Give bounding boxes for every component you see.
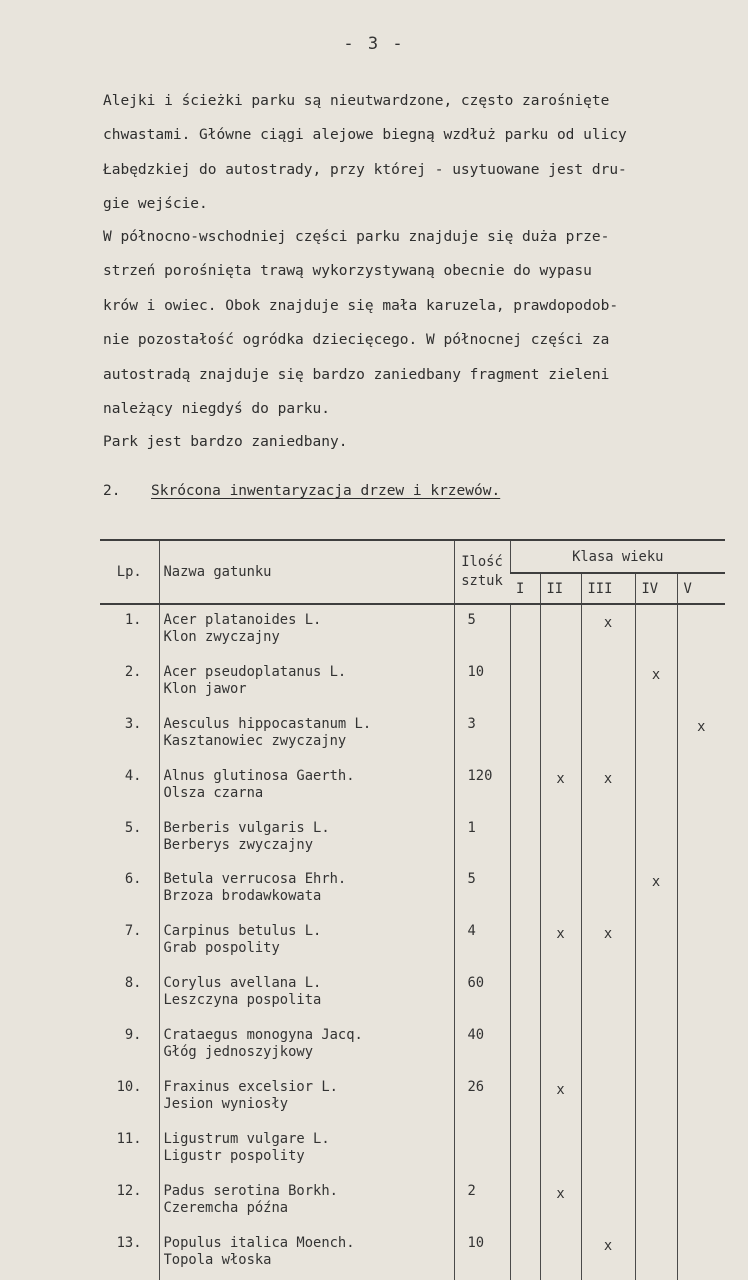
text-line: Łabędzkiej do autostrady, przy której - usytuowane jest dru- (103, 161, 627, 178)
section-title: Skrócona inwentaryzacja drzew i krzewów. (151, 483, 501, 499)
cell-age-class-1 (510, 813, 540, 865)
header-age-class: Klasa wieku (510, 540, 725, 573)
cell-age-class-2: x (540, 1072, 581, 1124)
cell-age-class-5 (677, 916, 725, 968)
cell-species (159, 813, 454, 865)
table-row (100, 813, 725, 865)
cell-age-class-4 (635, 1124, 677, 1176)
cell-species (159, 968, 454, 1020)
cell-age-class-3 (581, 657, 635, 709)
table-row (100, 1020, 725, 1072)
cell-age-class-5: x (677, 709, 725, 761)
cell-quantity: 60 (454, 968, 510, 1020)
cell-age-class-1 (510, 1020, 540, 1072)
species-polish-name: Brzoza brodawkowata (163, 888, 322, 905)
species-latin-name: Acer platanoides L. (163, 612, 322, 628)
cell-age-class-4 (635, 604, 677, 657)
text-line: nie pozostałość ogródka dziecięcego. W północnej części za (103, 332, 610, 349)
cell-age-class-4 (635, 813, 677, 865)
cell-age-class-4: x (635, 864, 677, 916)
cell-lp: 3. (124, 715, 142, 732)
cell-age-class-3 (581, 709, 635, 761)
cell-species (159, 1124, 454, 1176)
species-latin-name: Ligustrum vulgare L. (163, 1130, 330, 1147)
paragraph-summary (103, 425, 703, 459)
cell-age-class-3: x (581, 1228, 635, 1280)
table-row (100, 761, 725, 813)
cell-age-class-2 (540, 813, 581, 865)
paragraph-north-east (103, 220, 703, 426)
cell-species (159, 1176, 454, 1228)
cell-age-class-2 (540, 1124, 581, 1176)
cell-species (159, 657, 454, 709)
table-row (100, 864, 725, 916)
table-row (100, 1072, 725, 1124)
header-class-iii: III (581, 573, 635, 604)
cell-quantity: 10 (454, 1228, 510, 1280)
cell-age-class-2 (540, 709, 581, 761)
cell-age-class-2: x (540, 761, 581, 813)
cell-lp: 13. (116, 1234, 142, 1251)
cell-age-class-4 (635, 916, 677, 968)
cell-age-class-5 (677, 761, 725, 813)
cell-species (159, 709, 454, 761)
species-polish-name: Jesion wyniosły (163, 1096, 289, 1113)
cell-age-class-2: x (540, 916, 581, 968)
cell-age-class-2 (540, 1020, 581, 1072)
header-class-v: V (677, 573, 725, 604)
cell-lp: 1. (124, 612, 142, 628)
cell-age-class-1 (510, 709, 540, 761)
species-polish-name: Klon jawor (163, 680, 247, 697)
header-quantity (454, 540, 510, 604)
header-class-i: I (510, 573, 540, 604)
cell-species (159, 604, 454, 657)
cell-lp: 2. (124, 663, 142, 680)
cell-age-class-1 (510, 1124, 540, 1176)
species-latin-name: Crataegus monogyna Jacq. (163, 1027, 363, 1044)
species-latin-name: Aesculus hippocastanum L. (163, 715, 372, 732)
species-latin-name: Populus italica Moench. (163, 1234, 355, 1251)
section-number: 2. (103, 483, 121, 499)
header-lp: Lp. (100, 540, 159, 604)
cell-age-class-5 (677, 1228, 725, 1280)
text-line: W północno-wschodniej części parku znajduje się duża prze- (103, 229, 610, 245)
cell-age-class-4 (635, 761, 677, 813)
cell-age-class-1 (510, 864, 540, 916)
table-row (100, 916, 725, 968)
cell-age-class-4: x (635, 657, 677, 709)
text-line: strzeń porośnięta trawą wykorzystywaną obecnie do wypasu (103, 263, 592, 280)
table-row (100, 1228, 725, 1280)
species-polish-name: Ligustr pospolity (163, 1147, 305, 1164)
cell-age-class-2 (540, 604, 581, 657)
cell-age-class-1 (510, 1176, 540, 1228)
cell-age-class-5 (677, 1124, 725, 1176)
cell-species (159, 1228, 454, 1280)
cell-age-class-2 (540, 657, 581, 709)
species-polish-name: Głóg jednoszyjkowy (163, 1044, 314, 1061)
cell-quantity (454, 1124, 510, 1176)
header-species-name: Nazwa gatunku (159, 540, 454, 604)
species-polish-name: Grab pospolity (163, 940, 280, 957)
text-line: należący niegdyś do parku. (103, 401, 330, 418)
cell-quantity: 2 (454, 1176, 510, 1228)
cell-age-class-5 (677, 813, 725, 865)
cell-lp: 7. (124, 923, 142, 940)
cell-species (159, 761, 454, 813)
cell-quantity: 120 (454, 761, 510, 813)
species-polish-name: Klon zwyczajny (163, 629, 280, 645)
cell-lp: 12. (116, 1182, 142, 1199)
cell-age-class-5 (677, 604, 725, 657)
header-quantity-line2: sztuk (461, 573, 503, 589)
cell-species (159, 864, 454, 916)
cell-quantity: 26 (454, 1072, 510, 1124)
cell-age-class-5 (677, 1072, 725, 1124)
cell-species (159, 1020, 454, 1072)
cell-age-class-5 (677, 968, 725, 1020)
species-polish-name: Czeremcha późna (163, 1199, 289, 1216)
cell-age-class-1 (510, 761, 540, 813)
cell-quantity: 40 (454, 1020, 510, 1072)
cell-age-class-1 (510, 968, 540, 1020)
table-row (100, 657, 725, 709)
section-heading (103, 483, 500, 499)
table-row (100, 709, 725, 761)
cell-lp: 10. (116, 1079, 142, 1096)
cell-age-class-5 (677, 1020, 725, 1072)
cell-age-class-5 (677, 657, 725, 709)
species-latin-name: Carpinus betulus L. (163, 923, 322, 940)
species-latin-name: Padus serotina Borkh. (163, 1182, 338, 1199)
cell-lp: 5. (124, 819, 142, 836)
text-line: Alejki i ścieżki parku są nieutwardzone, często zarośnięte (103, 93, 610, 109)
species-latin-name: Fraxinus excelsior L. (163, 1079, 338, 1096)
cell-age-class-2 (540, 968, 581, 1020)
species-latin-name: Corylus avellana L. (163, 975, 322, 992)
cell-age-class-1 (510, 1072, 540, 1124)
cell-age-class-3 (581, 968, 635, 1020)
species-latin-name: Alnus glutinosa Gaerth. (163, 767, 355, 784)
cell-age-class-1 (510, 916, 540, 968)
paragraph-paths (103, 84, 703, 222)
cell-age-class-3 (581, 1124, 635, 1176)
cell-age-class-4 (635, 709, 677, 761)
species-latin-name: Acer pseudoplatanus L. (163, 663, 347, 680)
table-row (100, 1124, 725, 1176)
cell-age-class-2 (540, 864, 581, 916)
cell-age-class-3 (581, 813, 635, 865)
cell-age-class-1 (510, 657, 540, 709)
cell-quantity: 5 (454, 864, 510, 916)
cell-species (159, 1072, 454, 1124)
cell-lp: 11. (116, 1130, 142, 1147)
text-line: gie wejście. (103, 196, 208, 213)
cell-age-class-4 (635, 1072, 677, 1124)
cell-age-class-3: x (581, 761, 635, 813)
cell-quantity: 5 (454, 604, 510, 657)
cell-age-class-3: x (581, 916, 635, 968)
header-class-iv: IV (635, 573, 677, 604)
cell-lp: 4. (124, 767, 142, 784)
header-quantity-line1: Ilość (461, 554, 503, 570)
inventory-table (100, 539, 725, 1280)
species-polish-name: Berberys zwyczajny (163, 836, 314, 853)
cell-age-class-3 (581, 864, 635, 916)
cell-age-class-4 (635, 1020, 677, 1072)
species-latin-name: Betula verrucosa Ehrh. (163, 871, 347, 888)
species-latin-name: Berberis vulgaris L. (163, 819, 330, 836)
cell-age-class-2: x (540, 1176, 581, 1228)
cell-lp: 6. (124, 871, 142, 888)
text-line: autostradą znajduje się bardzo zaniedbany fragment zieleni (103, 366, 610, 383)
cell-species (159, 916, 454, 968)
cell-age-class-4 (635, 968, 677, 1020)
cell-quantity: 3 (454, 709, 510, 761)
species-polish-name: Leszczyna pospolita (163, 992, 322, 1009)
cell-lp: 9. (124, 1027, 142, 1044)
cell-age-class-3 (581, 1072, 635, 1124)
species-polish-name: Kasztanowiec zwyczajny (163, 732, 347, 749)
table-row (100, 604, 725, 657)
cell-quantity: 4 (454, 916, 510, 968)
cell-age-class-3: x (581, 604, 635, 657)
cell-age-class-2 (540, 1228, 581, 1280)
text-line: krów i owiec. Obok znajduje się mała karuzela, prawdopodob- (103, 297, 619, 314)
cell-age-class-5 (677, 864, 725, 916)
cell-age-class-3 (581, 1020, 635, 1072)
cell-quantity: 1 (454, 813, 510, 865)
table-row (100, 1176, 725, 1228)
text-line: Park jest bardzo zaniedbany. (103, 434, 348, 450)
cell-quantity: 10 (454, 657, 510, 709)
cell-age-class-3 (581, 1176, 635, 1228)
page-number: - 3 - (343, 34, 405, 54)
species-polish-name: Olsza czarna (163, 784, 264, 801)
cell-age-class-5 (677, 1176, 725, 1228)
cell-age-class-4 (635, 1228, 677, 1280)
header-class-ii: II (540, 573, 581, 604)
cell-age-class-4 (635, 1176, 677, 1228)
cell-age-class-1 (510, 1228, 540, 1280)
text-line: chwastami. Główne ciągi alejowe biegną wzdłuż parku od ulicy (103, 127, 627, 144)
table-row (100, 968, 725, 1020)
table-body (100, 604, 725, 1280)
cell-lp: 8. (124, 975, 142, 992)
species-polish-name: Topola włoska (163, 1251, 272, 1268)
cell-age-class-1 (510, 604, 540, 657)
